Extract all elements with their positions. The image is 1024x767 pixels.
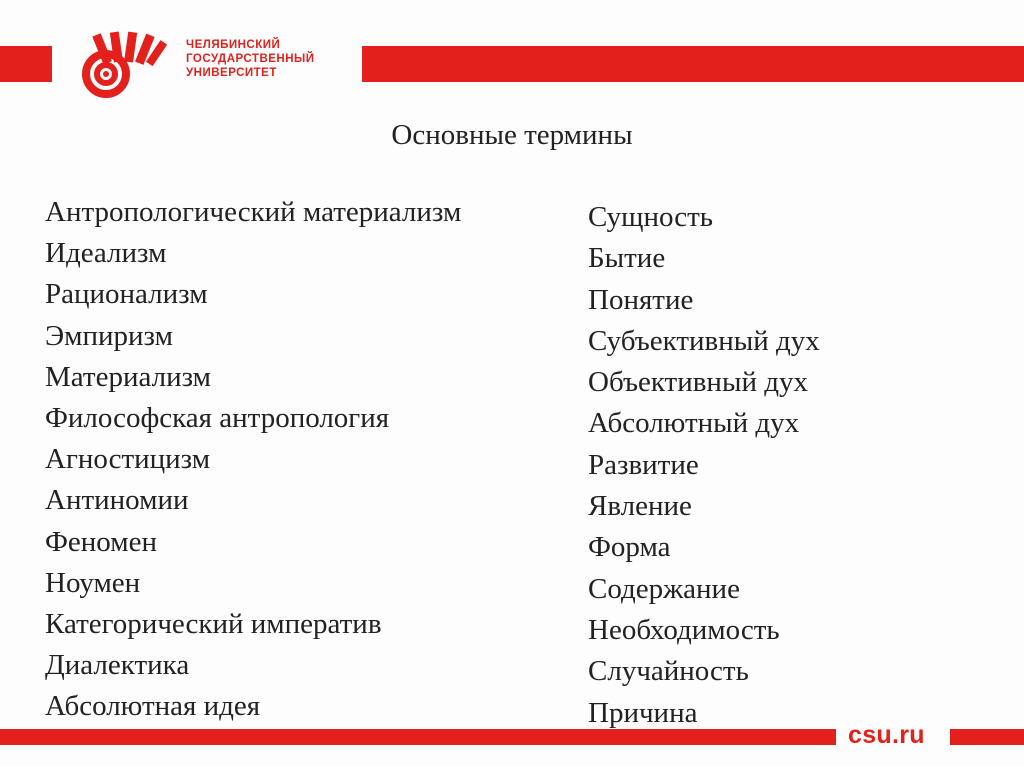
list-item: Содержание <box>588 572 740 605</box>
list-item: Объективный дух <box>588 366 808 399</box>
list-item: Антропологический материализм <box>45 196 462 228</box>
university-name <box>186 38 315 80</box>
list-item: Явление <box>588 490 692 523</box>
list-item: Развитие <box>588 448 699 481</box>
list-item: Агностицизм <box>45 443 211 476</box>
list-item: Случайность <box>588 655 749 688</box>
list-item: Сущность <box>588 201 713 233</box>
list-item: Рационализм <box>45 278 208 311</box>
footer-bar-left <box>0 729 836 745</box>
list-item: Бытие <box>588 242 666 275</box>
list-item: Причина <box>588 696 698 729</box>
header-bar-right <box>362 46 1024 82</box>
header-bar-left <box>0 46 52 82</box>
site-link[interactable]: csu.ru <box>848 721 925 749</box>
list-item: Понятие <box>588 283 694 316</box>
list-item: Категорический императив <box>45 608 382 641</box>
list-item: Эмпиризм <box>45 319 173 352</box>
slide-title: Основные термины <box>391 119 633 151</box>
list-item: Феномен <box>45 525 157 558</box>
footer-bar-right <box>950 729 1024 745</box>
list-item: Материализм <box>45 360 211 393</box>
list-item: Абсолютная идея <box>45 690 261 723</box>
terms-list-left <box>45 192 461 728</box>
list-item: Диалектика <box>45 649 190 682</box>
university-name-line-3: УНИВЕРСИТЕТ <box>186 67 277 79</box>
university-name-line-1: ЧЕЛЯБИНСКИЙ <box>186 39 281 51</box>
list-item: Необходимость <box>588 613 780 646</box>
list-item: Идеализм <box>45 237 167 270</box>
list-item: Антиномии <box>45 484 189 517</box>
university-name-line-2: ГОСУДАРСТВЕННЫЙ <box>186 53 315 65</box>
list-item: Ноумен <box>45 566 141 599</box>
list-item: Форма <box>588 531 671 564</box>
list-item: Философская антропология <box>45 402 390 435</box>
csu-spiral-logo-icon <box>72 30 182 102</box>
list-item: Абсолютный дух <box>588 407 800 440</box>
list-item: Субъективный дух <box>588 324 820 357</box>
terms-list-right <box>588 197 820 734</box>
